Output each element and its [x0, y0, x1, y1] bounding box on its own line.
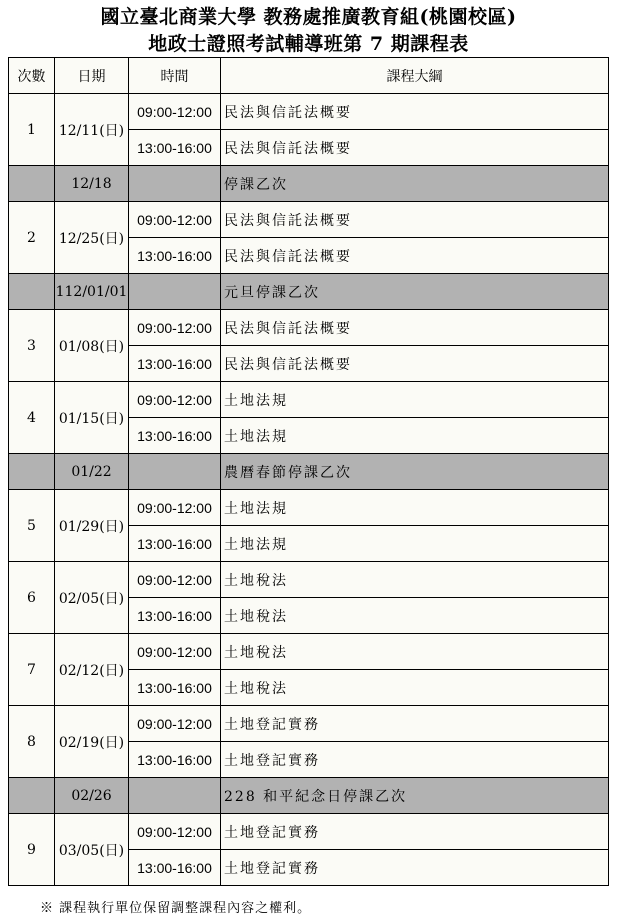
session-time-cell: [129, 274, 221, 310]
session-date-cell: 01/15(日): [55, 382, 129, 454]
session-number-cell: [9, 778, 55, 814]
session-topic-cell: 土地登記實務: [221, 814, 609, 850]
session-topic-cell: 土地登記實務: [221, 742, 609, 778]
header-time: 時間: [129, 58, 221, 94]
session-topic-cell: 土地登記實務: [221, 850, 609, 886]
session-time-cell: 09:00-12:00: [129, 706, 221, 742]
session-time-cell: 09:00-12:00: [129, 310, 221, 346]
session-number-cell: 4: [9, 382, 55, 454]
session-topic-cell: 土地稅法: [221, 634, 609, 670]
session-date-cell: 02/26: [55, 778, 129, 814]
session-number-cell: 3: [9, 310, 55, 382]
header-topic: 課程大綱: [221, 58, 609, 94]
session-time-cell: [129, 166, 221, 202]
session-time-cell: 13:00-16:00: [129, 850, 221, 886]
session-topic-cell: 元旦停課乙次: [221, 274, 609, 310]
session-date-cell: 02/19(日): [55, 706, 129, 778]
session-time-cell: 09:00-12:00: [129, 202, 221, 238]
session-time-cell: 09:00-12:00: [129, 382, 221, 418]
session-date-cell: 12/25(日): [55, 202, 129, 274]
footnote: ※ 課程執行單位保留調整課程內容之權利。: [40, 901, 312, 916]
session-topic-cell: 土地法規: [221, 526, 609, 562]
session-date-cell: 12/11(日): [55, 94, 129, 166]
session-topic-cell: 民法與信託法概要: [221, 238, 609, 274]
session-date-cell: 01/29(日): [55, 490, 129, 562]
session-date-cell: 01/08(日): [55, 310, 129, 382]
session-row: [9, 706, 609, 742]
schedule-body: [9, 94, 609, 886]
no-class-row: [9, 454, 609, 490]
session-topic-cell: 民法與信託法概要: [221, 202, 609, 238]
session-time-cell: 09:00-12:00: [129, 490, 221, 526]
session-topic-cell: 民法與信託法概要: [221, 346, 609, 382]
session-row: [9, 634, 609, 670]
session-number-cell: [9, 166, 55, 202]
document-title: 國立臺北商業大學 教務處推廣教育組(桃園校區): [100, 6, 517, 28]
header-no: 次數: [9, 58, 55, 94]
session-time-cell: 13:00-16:00: [129, 418, 221, 454]
session-row: [9, 94, 609, 130]
session-number-cell: 2: [9, 202, 55, 274]
session-date-cell: 01/22: [55, 454, 129, 490]
session-row: [9, 814, 609, 850]
session-row: [9, 562, 609, 598]
session-topic-cell: 土地法規: [221, 382, 609, 418]
session-row: [9, 202, 609, 238]
session-number-cell: 7: [9, 634, 55, 706]
session-row: [9, 310, 609, 346]
session-topic-cell: 民法與信託法概要: [221, 130, 609, 166]
session-time-cell: 13:00-16:00: [129, 742, 221, 778]
session-time-cell: 09:00-12:00: [129, 94, 221, 130]
session-date-cell: 03/05(日): [55, 814, 129, 886]
session-date-cell: 112/01/01: [55, 274, 129, 310]
session-number-cell: 5: [9, 490, 55, 562]
session-date-cell: 12/18: [55, 166, 129, 202]
session-number-cell: [9, 454, 55, 490]
session-time-cell: 13:00-16:00: [129, 130, 221, 166]
session-topic-cell: 土地法規: [221, 418, 609, 454]
header-date: 日期: [55, 58, 129, 94]
course-schedule-table: [8, 57, 609, 886]
no-class-row: [9, 778, 609, 814]
session-time-cell: 13:00-16:00: [129, 598, 221, 634]
session-number-cell: 9: [9, 814, 55, 886]
session-topic-cell: 土地稅法: [221, 562, 609, 598]
session-time-cell: [129, 778, 221, 814]
session-number-cell: [9, 274, 55, 310]
session-topic-cell: 土地稅法: [221, 670, 609, 706]
session-time-cell: 09:00-12:00: [129, 634, 221, 670]
session-topic-cell: 農曆春節停課乙次: [221, 454, 609, 490]
session-time-cell: 13:00-16:00: [129, 670, 221, 706]
no-class-row: [9, 166, 609, 202]
session-topic-cell: 土地法規: [221, 490, 609, 526]
session-time-cell: 13:00-16:00: [129, 346, 221, 382]
session-date-cell: 02/12(日): [55, 634, 129, 706]
session-time-cell: [129, 454, 221, 490]
session-number-cell: 6: [9, 562, 55, 634]
session-number-cell: 1: [9, 94, 55, 166]
session-time-cell: 13:00-16:00: [129, 238, 221, 274]
document-subtitle: 地政士證照考試輔導班第 7 期課程表: [148, 33, 469, 55]
session-row: [9, 382, 609, 418]
session-topic-cell: 民法與信託法概要: [221, 310, 609, 346]
session-topic-cell: 土地稅法: [221, 598, 609, 634]
session-date-cell: 02/05(日): [55, 562, 129, 634]
session-row: [9, 490, 609, 526]
session-topic-cell: 停課乙次: [221, 166, 609, 202]
session-time-cell: 13:00-16:00: [129, 526, 221, 562]
session-time-cell: 09:00-12:00: [129, 814, 221, 850]
document-title-block: [0, 4, 617, 58]
session-topic-cell: 228 和平紀念日停課乙次: [221, 778, 609, 814]
session-number-cell: 8: [9, 706, 55, 778]
table-header-row: [9, 58, 609, 94]
session-topic-cell: 土地登記實務: [221, 706, 609, 742]
session-topic-cell: 民法與信託法概要: [221, 94, 609, 130]
no-class-row: [9, 274, 609, 310]
session-time-cell: 09:00-12:00: [129, 562, 221, 598]
